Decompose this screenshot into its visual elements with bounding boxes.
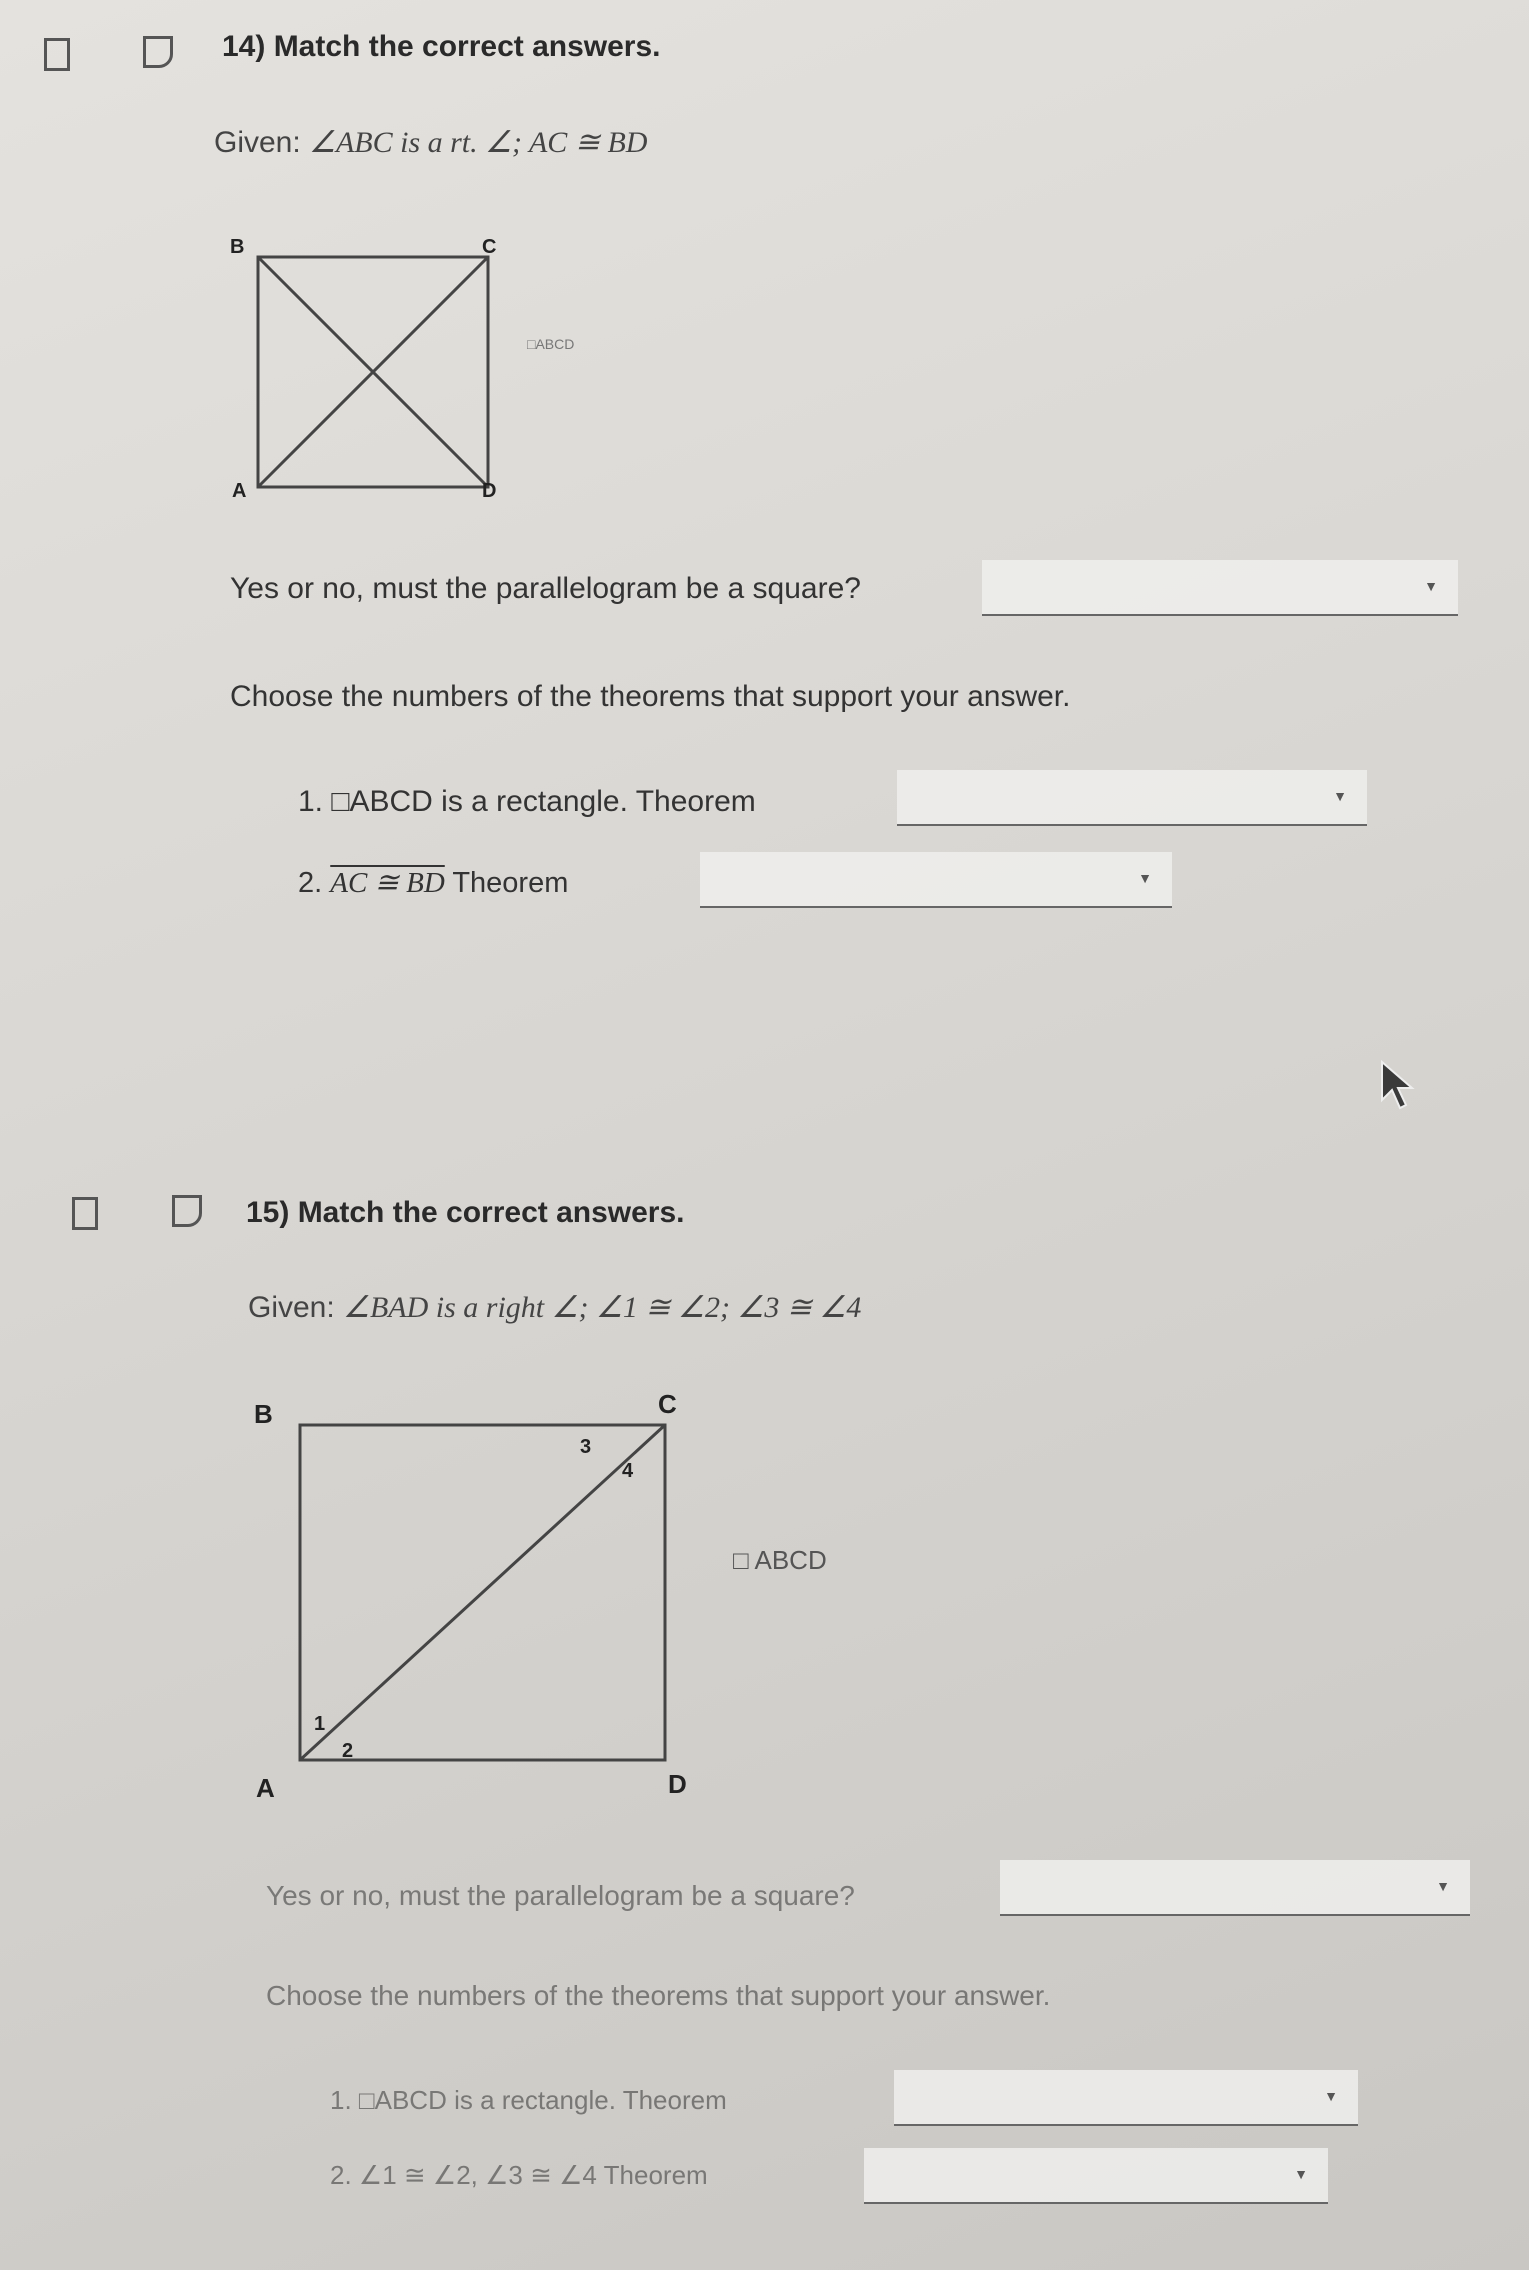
vertex-label-d: D bbox=[482, 480, 497, 502]
angle-label-2: 2 bbox=[342, 1740, 354, 1762]
chevron-down-icon: ▼ bbox=[1138, 870, 1152, 886]
question-15-prompt-theorems: Choose the numbers of the theorems that support your answer. bbox=[266, 1980, 1051, 2011]
question-15-figure bbox=[240, 1385, 710, 1805]
question-15-square-dropdown[interactable] bbox=[1000, 1860, 1470, 1916]
question-15-prompt-square: Yes or no, must the parallelogram be a square? bbox=[266, 1880, 855, 1911]
vertex-label-b: B bbox=[230, 236, 245, 258]
question-15-step-2-dropdown[interactable] bbox=[864, 2148, 1328, 2204]
question-15-step-1: 1. □ABCD is a rectangle. Theorem bbox=[330, 2085, 727, 2115]
question-15-step-2: 2. ∠1 ≅ ∠2, ∠3 ≅ ∠4 Theorem bbox=[330, 2160, 708, 2190]
question-14-square-dropdown[interactable] bbox=[982, 560, 1458, 616]
given-statement: ∠ABC is a rt. ∠; AC ≅ BD bbox=[309, 126, 648, 159]
question-15-given bbox=[248, 1290, 861, 1325]
angle-label-4: 4 bbox=[622, 1460, 634, 1482]
chevron-down-icon: ▼ bbox=[1436, 1878, 1450, 1894]
cursor-icon bbox=[1380, 1060, 1420, 1112]
question-15-title: 15) Match the correct answers. bbox=[246, 1196, 685, 1229]
question-14-title: 14) Match the correct answers. bbox=[222, 30, 661, 63]
question-14-step-2 bbox=[298, 865, 568, 900]
flag-icon[interactable] bbox=[172, 1195, 202, 1227]
given-statement: ∠BAD is a right ∠; ∠1 ≅ ∠2; ∠3 ≅ ∠4 bbox=[343, 1291, 862, 1324]
question-14-step-1-dropdown[interactable] bbox=[897, 770, 1367, 826]
vertex-label-d: D bbox=[668, 1769, 687, 1799]
question-14-step-2-dropdown[interactable] bbox=[700, 852, 1172, 908]
vertex-label-a: A bbox=[232, 480, 247, 502]
chevron-down-icon: ▼ bbox=[1333, 788, 1347, 804]
question-14-given bbox=[214, 125, 647, 160]
angle-label-1: 1 bbox=[314, 1713, 326, 1735]
question-15-step-1-dropdown[interactable] bbox=[894, 2070, 1358, 2126]
flag-icon[interactable] bbox=[143, 36, 173, 68]
figure-caption: □ABCD bbox=[527, 336, 575, 352]
bookmark-icon[interactable] bbox=[44, 38, 70, 68]
question-14-prompt-theorems: Choose the numbers of the theorems that support your answer. bbox=[230, 680, 1071, 713]
vertex-label-b: B bbox=[254, 1399, 273, 1429]
question-14-step-1: 1. □ABCD is a rectangle. Theorem bbox=[298, 785, 756, 818]
step-2-number: 2. bbox=[298, 867, 323, 899]
figure-caption: □ ABCD bbox=[733, 1545, 827, 1575]
question-14-prompt-square: Yes or no, must the parallelogram be a square? bbox=[230, 572, 861, 605]
step-2-statement: AC ≅ BD bbox=[330, 867, 445, 899]
chevron-down-icon: ▼ bbox=[1424, 578, 1438, 594]
vertex-label-c: C bbox=[482, 236, 497, 258]
chevron-down-icon: ▼ bbox=[1294, 2166, 1308, 2182]
angle-label-3: 3 bbox=[580, 1436, 592, 1458]
bookmark-icon[interactable] bbox=[72, 1197, 98, 1227]
vertex-label-a: A bbox=[256, 1773, 275, 1803]
step-2-theorem-label: Theorem bbox=[452, 867, 569, 899]
question-14-figure bbox=[220, 235, 520, 505]
given-label: Given: bbox=[248, 1291, 335, 1324]
given-label: Given: bbox=[214, 126, 301, 159]
chevron-down-icon: ▼ bbox=[1324, 2088, 1338, 2104]
vertex-label-c: C bbox=[658, 1389, 677, 1419]
